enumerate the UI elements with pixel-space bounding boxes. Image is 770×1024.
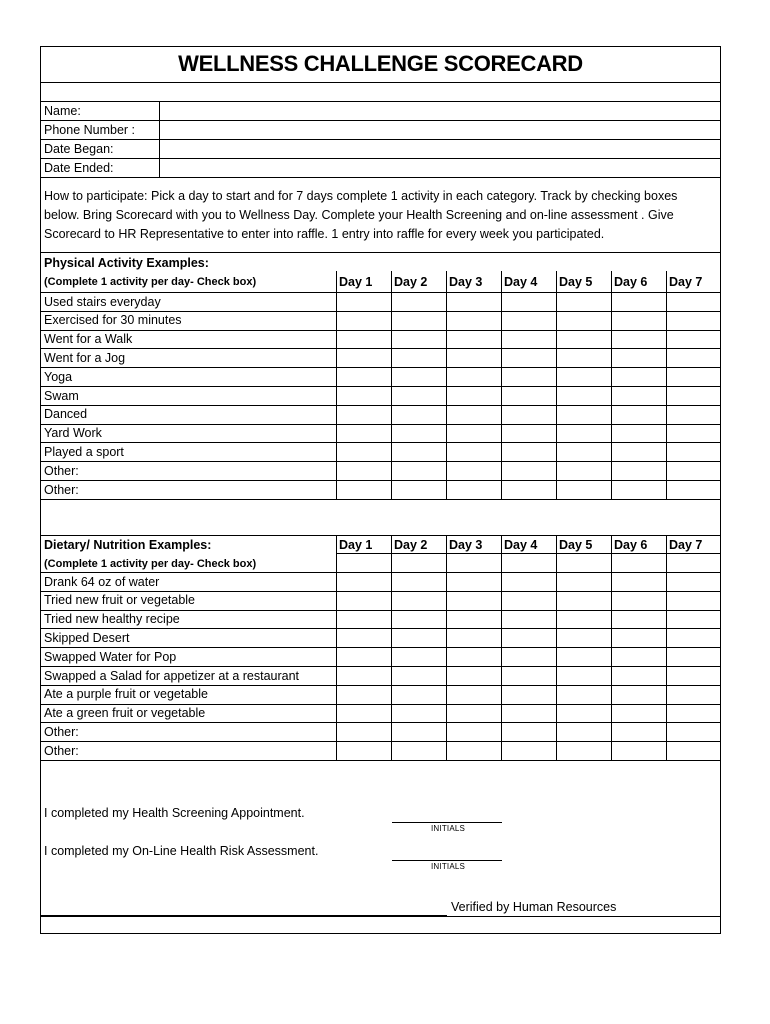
dietary-checkbox-cell[interactable]	[501, 610, 556, 629]
dietary-activity-label: Other:	[44, 743, 79, 758]
physical-checkbox-cell[interactable]	[501, 311, 556, 330]
physical-checkbox-cell[interactable]	[556, 292, 611, 311]
dietary-checkbox-cell[interactable]	[611, 591, 666, 610]
physical-activity-label: Yoga	[44, 369, 73, 384]
dietary-checkbox-cell[interactable]	[666, 591, 721, 610]
physical-checkbox-cell[interactable]	[556, 386, 611, 405]
dietary-activity-label: Ate a green fruit or vegetable	[44, 706, 206, 721]
physical-checkbox-cell[interactable]	[666, 405, 721, 424]
physical-activity-label: Other:	[44, 482, 79, 497]
physical-activity-label: Other:	[44, 463, 79, 478]
physical-day-header: Day 7	[669, 275, 703, 289]
dietary-checkbox-cell[interactable]	[336, 704, 391, 723]
screening-initials-line[interactable]	[392, 822, 502, 823]
dietary-checkbox-cell[interactable]	[446, 704, 501, 723]
physical-checkbox-cell[interactable]	[446, 330, 501, 349]
dietary-checkbox-cell[interactable]	[391, 741, 446, 760]
dietary-checkbox-cell[interactable]	[501, 591, 556, 610]
dietary-checkbox-cell[interactable]	[666, 685, 721, 704]
dietary-checkbox-cell[interactable]	[556, 591, 611, 610]
dietary-checkbox-cell[interactable]	[611, 685, 666, 704]
physical-checkbox-cell[interactable]	[446, 367, 501, 386]
dietary-checkbox-cell[interactable]	[611, 722, 666, 741]
dietary-checkbox-cell[interactable]	[666, 647, 721, 666]
page-title: WELLNESS CHALLENGE SCORECARD	[178, 51, 583, 76]
physical-checkbox-cell[interactable]	[611, 386, 666, 405]
physical-activity-label: Exercised for 30 minutes	[44, 313, 182, 328]
dietary-checkbox-cell[interactable]	[556, 704, 611, 723]
dietary-checkbox-cell[interactable]	[391, 572, 446, 591]
dietary-checkbox-cell[interactable]	[446, 628, 501, 647]
dietary-checkbox-cell[interactable]	[446, 685, 501, 704]
physical-checkbox-cell[interactable]	[446, 461, 501, 480]
physical-checkbox-cell[interactable]	[556, 367, 611, 386]
physical-day-header: Day 1	[339, 275, 373, 289]
physical-checkbox-cell[interactable]	[391, 386, 446, 405]
dietary-checkbox-cell[interactable]	[501, 741, 556, 760]
dietary-checkbox-cell[interactable]	[611, 666, 666, 685]
dietary-heading: Dietary/ Nutrition Examples:	[44, 538, 212, 552]
info-field-label: Date Ended:	[44, 160, 114, 175]
dietary-activity-label: Other:	[44, 724, 79, 739]
physical-checkbox-cell[interactable]	[556, 442, 611, 461]
dietary-checkbox-cell[interactable]	[501, 704, 556, 723]
dietary-day-header: Day 3	[449, 538, 483, 552]
dietary-checkbox-cell[interactable]	[556, 722, 611, 741]
dietary-checkbox-cell[interactable]	[391, 666, 446, 685]
physical-checkbox-cell[interactable]	[611, 292, 666, 311]
physical-checkbox-cell[interactable]	[501, 386, 556, 405]
dietary-checkbox-cell[interactable]	[336, 610, 391, 629]
physical-checkbox-cell[interactable]	[336, 311, 391, 330]
dietary-activity-label: Swapped Water for Pop	[44, 649, 177, 664]
physical-checkbox-cell[interactable]	[391, 405, 446, 424]
dietary-subheading: (Complete 1 activity per day- Check box)	[44, 558, 257, 570]
assessment-initials-label: INITIALS	[431, 862, 466, 871]
physical-day-header: Day 3	[449, 275, 483, 289]
physical-checkbox-cell[interactable]	[446, 442, 501, 461]
info-field-label: Date Began:	[44, 141, 114, 156]
dietary-checkbox-cell[interactable]	[446, 572, 501, 591]
physical-checkbox-cell[interactable]	[336, 367, 391, 386]
info-field-input[interactable]	[159, 101, 720, 120]
dietary-checkbox-cell[interactable]	[556, 666, 611, 685]
dietary-checkbox-cell[interactable]	[336, 572, 391, 591]
divider	[41, 916, 720, 917]
physical-checkbox-cell[interactable]	[556, 330, 611, 349]
dietary-checkbox-cell[interactable]	[611, 572, 666, 591]
divider	[41, 82, 720, 83]
dietary-checkbox-cell[interactable]	[556, 685, 611, 704]
physical-checkbox-cell[interactable]	[446, 348, 501, 367]
dietary-checkbox-cell[interactable]	[501, 572, 556, 591]
physical-checkbox-cell[interactable]	[336, 348, 391, 367]
physical-checkbox-cell[interactable]	[391, 311, 446, 330]
dietary-day-header: Day 4	[504, 538, 538, 552]
dietary-checkbox-cell[interactable]	[336, 741, 391, 760]
physical-checkbox-cell[interactable]	[666, 292, 721, 311]
dietary-checkbox-cell[interactable]	[446, 647, 501, 666]
dietary-activity-label: Swapped a Salad for appetizer at a restaurant	[44, 668, 300, 683]
physical-activity-label: Played a sport	[44, 444, 124, 459]
dietary-checkbox-cell[interactable]	[446, 741, 501, 760]
dietary-checkbox-cell[interactable]	[336, 628, 391, 647]
physical-checkbox-cell[interactable]	[391, 367, 446, 386]
physical-activity-label: Yard Work	[44, 426, 102, 441]
dietary-checkbox-cell[interactable]	[556, 610, 611, 629]
instructions: How to participate: Pick a day to start and for 7 days complete 1 activity in each category. Track by checking boxes below. Bring Scorecard with you to Wellness Day. Complete your Health Screening and on-line assessment . Give Scorecard to HR Representative to enter into raffle. 1 entry into raffle for every week you participated.	[44, 189, 678, 241]
dietary-checkbox-cell[interactable]	[391, 647, 446, 666]
divider	[41, 177, 720, 178]
dietary-checkbox-cell[interactable]	[336, 647, 391, 666]
physical-checkbox-cell[interactable]	[446, 480, 501, 499]
dietary-checkbox-cell[interactable]	[336, 666, 391, 685]
dietary-checkbox-cell[interactable]	[556, 628, 611, 647]
physical-checkbox-cell[interactable]	[391, 424, 446, 443]
dietary-checkbox-cell[interactable]	[391, 685, 446, 704]
physical-checkbox-cell[interactable]	[666, 330, 721, 349]
physical-checkbox-cell[interactable]	[556, 405, 611, 424]
dietary-checkbox-cell[interactable]	[556, 741, 611, 760]
dietary-day-header: Day 2	[394, 538, 428, 552]
physical-checkbox-cell[interactable]	[501, 292, 556, 311]
physical-checkbox-cell[interactable]	[391, 348, 446, 367]
physical-checkbox-cell[interactable]	[556, 348, 611, 367]
dietary-checkbox-cell[interactable]	[501, 685, 556, 704]
physical-checkbox-cell[interactable]	[611, 311, 666, 330]
physical-checkbox-cell[interactable]	[611, 461, 666, 480]
dietary-checkbox-cell[interactable]	[446, 722, 501, 741]
scorecard-sheet	[40, 46, 721, 934]
dietary-checkbox-cell[interactable]	[666, 666, 721, 685]
physical-activity-label: Went for a Walk	[44, 332, 133, 347]
dietary-checkbox-cell[interactable]	[556, 647, 611, 666]
physical-checkbox-cell[interactable]	[501, 424, 556, 443]
physical-checkbox-cell[interactable]	[391, 330, 446, 349]
physical-subheading: (Complete 1 activity per day- Check box)	[44, 276, 257, 288]
physical-checkbox-cell[interactable]	[611, 405, 666, 424]
physical-checkbox-cell[interactable]	[501, 330, 556, 349]
physical-checkbox-cell[interactable]	[666, 367, 721, 386]
dietary-activity-label: Skipped Desert	[44, 630, 130, 645]
physical-checkbox-cell[interactable]	[336, 480, 391, 499]
dietary-checkbox-cell[interactable]	[391, 704, 446, 723]
physical-checkbox-cell[interactable]	[336, 292, 391, 311]
assessment-initials-line[interactable]	[392, 860, 502, 861]
physical-checkbox-cell[interactable]	[666, 442, 721, 461]
dietary-activity-label: Tried new fruit or vegetable	[44, 593, 196, 608]
dietary-checkbox-cell[interactable]	[391, 628, 446, 647]
dietary-checkbox-cell[interactable]	[391, 610, 446, 629]
dietary-checkbox-cell[interactable]	[391, 591, 446, 610]
info-field-input[interactable]	[159, 120, 720, 139]
physical-checkbox-cell[interactable]	[666, 311, 721, 330]
physical-activity-label: Danced	[44, 407, 88, 422]
dietary-checkbox-cell[interactable]	[556, 572, 611, 591]
info-field-label: Phone Number :	[44, 122, 136, 137]
divider	[41, 760, 720, 761]
dietary-day-header: Day 5	[559, 538, 593, 552]
dietary-day-header: Day 7	[669, 538, 703, 552]
physical-checkbox-cell[interactable]	[336, 386, 391, 405]
physical-checkbox-cell[interactable]	[336, 330, 391, 349]
physical-checkbox-cell[interactable]	[391, 461, 446, 480]
physical-checkbox-cell[interactable]	[391, 442, 446, 461]
verified-label: Verified by Human Resources	[451, 900, 617, 914]
physical-heading: Physical Activity Examples:	[44, 256, 209, 270]
dietary-checkbox-cell[interactable]	[446, 610, 501, 629]
physical-activity-label: Swam	[44, 388, 79, 403]
dietary-checkbox-cell[interactable]	[666, 722, 721, 741]
physical-checkbox-cell[interactable]	[391, 292, 446, 311]
physical-checkbox-cell[interactable]	[336, 424, 391, 443]
info-field-input[interactable]	[159, 158, 720, 177]
physical-checkbox-cell[interactable]	[666, 348, 721, 367]
screening-initials-label: INITIALS	[431, 824, 466, 833]
divider	[41, 499, 720, 500]
physical-checkbox-cell[interactable]	[556, 480, 611, 499]
physical-checkbox-cell[interactable]	[446, 424, 501, 443]
physical-checkbox-cell[interactable]	[501, 480, 556, 499]
dietary-checkbox-cell[interactable]	[666, 704, 721, 723]
screening-statement: I completed my Health Screening Appointment.	[44, 806, 305, 820]
physical-day-header: Day 2	[394, 275, 428, 289]
dietary-day-header: Day 6	[614, 538, 648, 552]
physical-checkbox-cell[interactable]	[666, 480, 721, 499]
dietary-checkbox-cell[interactable]	[391, 722, 446, 741]
physical-checkbox-cell[interactable]	[501, 348, 556, 367]
physical-checkbox-cell[interactable]	[666, 386, 721, 405]
dietary-checkbox-cell[interactable]	[666, 628, 721, 647]
dietary-day-header: Day 1	[339, 538, 373, 552]
dietary-checkbox-cell[interactable]	[611, 647, 666, 666]
dietary-checkbox-cell[interactable]	[611, 741, 666, 760]
physical-day-header: Day 6	[614, 275, 648, 289]
physical-checkbox-cell[interactable]	[336, 405, 391, 424]
physical-checkbox-cell[interactable]	[446, 311, 501, 330]
physical-day-header: Day 4	[504, 275, 538, 289]
dietary-checkbox-cell[interactable]	[611, 704, 666, 723]
physical-checkbox-cell[interactable]	[446, 292, 501, 311]
physical-activity-label: Went for a Jog	[44, 350, 126, 365]
assessment-statement: I completed my On-Line Health Risk Assessment.	[44, 844, 319, 858]
dietary-checkbox-cell[interactable]	[666, 610, 721, 629]
physical-checkbox-cell[interactable]	[611, 367, 666, 386]
physical-checkbox-cell[interactable]	[611, 442, 666, 461]
dietary-checkbox-cell[interactable]	[501, 722, 556, 741]
physical-day-header: Day 5	[559, 275, 593, 289]
physical-checkbox-cell[interactable]	[501, 442, 556, 461]
physical-activity-label: Used stairs everyday	[44, 294, 161, 309]
physical-checkbox-cell[interactable]	[446, 386, 501, 405]
dietary-checkbox-cell[interactable]	[666, 572, 721, 591]
dietary-checkbox-cell[interactable]	[336, 685, 391, 704]
physical-checkbox-cell[interactable]	[446, 405, 501, 424]
info-field-label: Name:	[44, 103, 81, 118]
dietary-checkbox-cell[interactable]	[446, 666, 501, 685]
physical-checkbox-cell[interactable]	[666, 424, 721, 443]
dietary-checkbox-cell[interactable]	[501, 628, 556, 647]
physical-checkbox-cell[interactable]	[556, 461, 611, 480]
dietary-checkbox-cell[interactable]	[501, 647, 556, 666]
physical-checkbox-cell[interactable]	[556, 424, 611, 443]
physical-checkbox-cell[interactable]	[611, 424, 666, 443]
dietary-activity-label: Tried new healthy recipe	[44, 612, 180, 627]
physical-checkbox-cell[interactable]	[501, 367, 556, 386]
physical-checkbox-cell[interactable]	[336, 442, 391, 461]
dietary-checkbox-cell[interactable]	[336, 591, 391, 610]
dietary-activity-label: Ate a purple fruit or vegetable	[44, 687, 208, 702]
physical-checkbox-cell[interactable]	[666, 461, 721, 480]
physical-checkbox-cell[interactable]	[336, 461, 391, 480]
physical-checkbox-cell[interactable]	[501, 461, 556, 480]
dietary-checkbox-cell[interactable]	[611, 628, 666, 647]
dietary-checkbox-cell[interactable]	[336, 722, 391, 741]
divider	[159, 101, 160, 177]
physical-checkbox-cell[interactable]	[556, 311, 611, 330]
info-field-input[interactable]	[159, 139, 720, 158]
physical-checkbox-cell[interactable]	[501, 405, 556, 424]
dietary-checkbox-cell[interactable]	[611, 610, 666, 629]
dietary-checkbox-cell[interactable]	[501, 666, 556, 685]
divider	[41, 252, 720, 253]
physical-checkbox-cell[interactable]	[391, 480, 446, 499]
physical-checkbox-cell[interactable]	[611, 480, 666, 499]
dietary-activity-label: Drank 64 oz of water	[44, 574, 160, 589]
physical-checkbox-cell[interactable]	[611, 348, 666, 367]
physical-checkbox-cell[interactable]	[611, 330, 666, 349]
dietary-checkbox-cell[interactable]	[446, 591, 501, 610]
dietary-checkbox-cell[interactable]	[666, 741, 721, 760]
